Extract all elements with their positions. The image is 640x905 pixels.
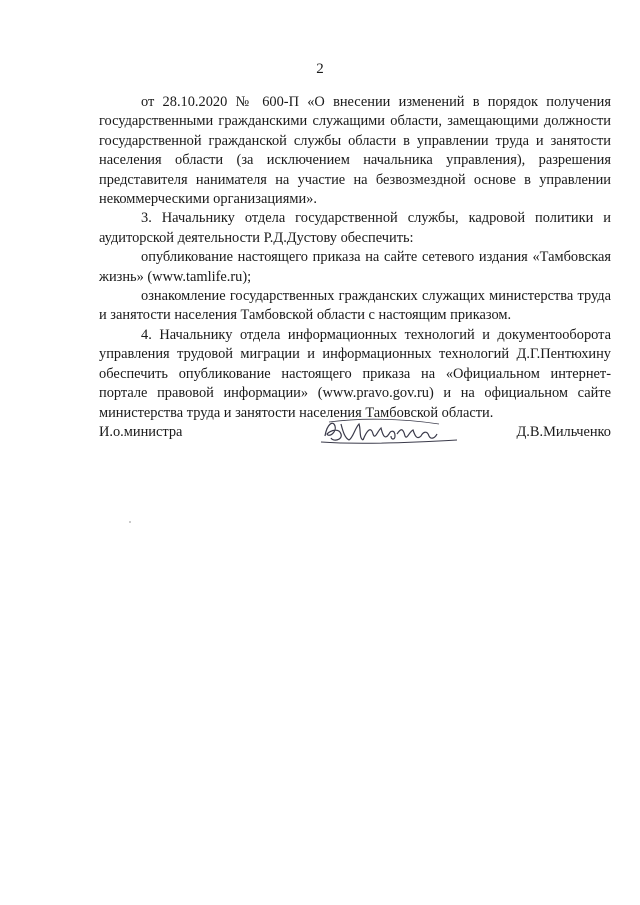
paragraph-publication: опубликование настоящего приказа на сайте сетевого издания «Тамбовская жизнь» (www.tamlife.ru); (99, 249, 611, 285)
paragraph-item-4: 4. Начальнику отдела информационных технологий и документооборота управления трудовой миграции и информационных технологий Д.Г.Пентюхину обеспечить опубликование настоящего приказа на «Официальном интернет-портале правовой информации» (www.pravo.gov.ru) и на официальном сайте министерства труда и занятости населения Тамбовской области. (99, 326, 611, 421)
document-body (99, 93, 611, 423)
scan-speck (129, 521, 131, 523)
signatory-title: И.о.министра (99, 424, 183, 440)
signatory-name: Д.В.Мильченко (516, 424, 611, 440)
paragraph-continuation: от 28.10.2020 № 600-П «О внесении изменений в порядок получения государственными гражданскими служащими области, замещающими должности государственной гражданской службы области в управлении труда и занятости населения области (за исключением начальника управления), разрешения представителя нанимателя на участие на безвозмездной основе в управлении некоммерческими организациями». (99, 94, 611, 208)
paragraph-item-3: 3. Начальнику отдела государственной службы, кадровой политики и аудиторской деятельности Р.Д.Дустову обеспечить: (99, 210, 611, 246)
page-number: 2 (316, 61, 324, 77)
paragraph-familiarization: ознакомление государственных гражданских служащих министерства труда и занятости населения Тамбовской области с настоящим приказом. (99, 288, 611, 324)
handwritten-signature (319, 414, 459, 450)
signature-block (99, 420, 611, 450)
